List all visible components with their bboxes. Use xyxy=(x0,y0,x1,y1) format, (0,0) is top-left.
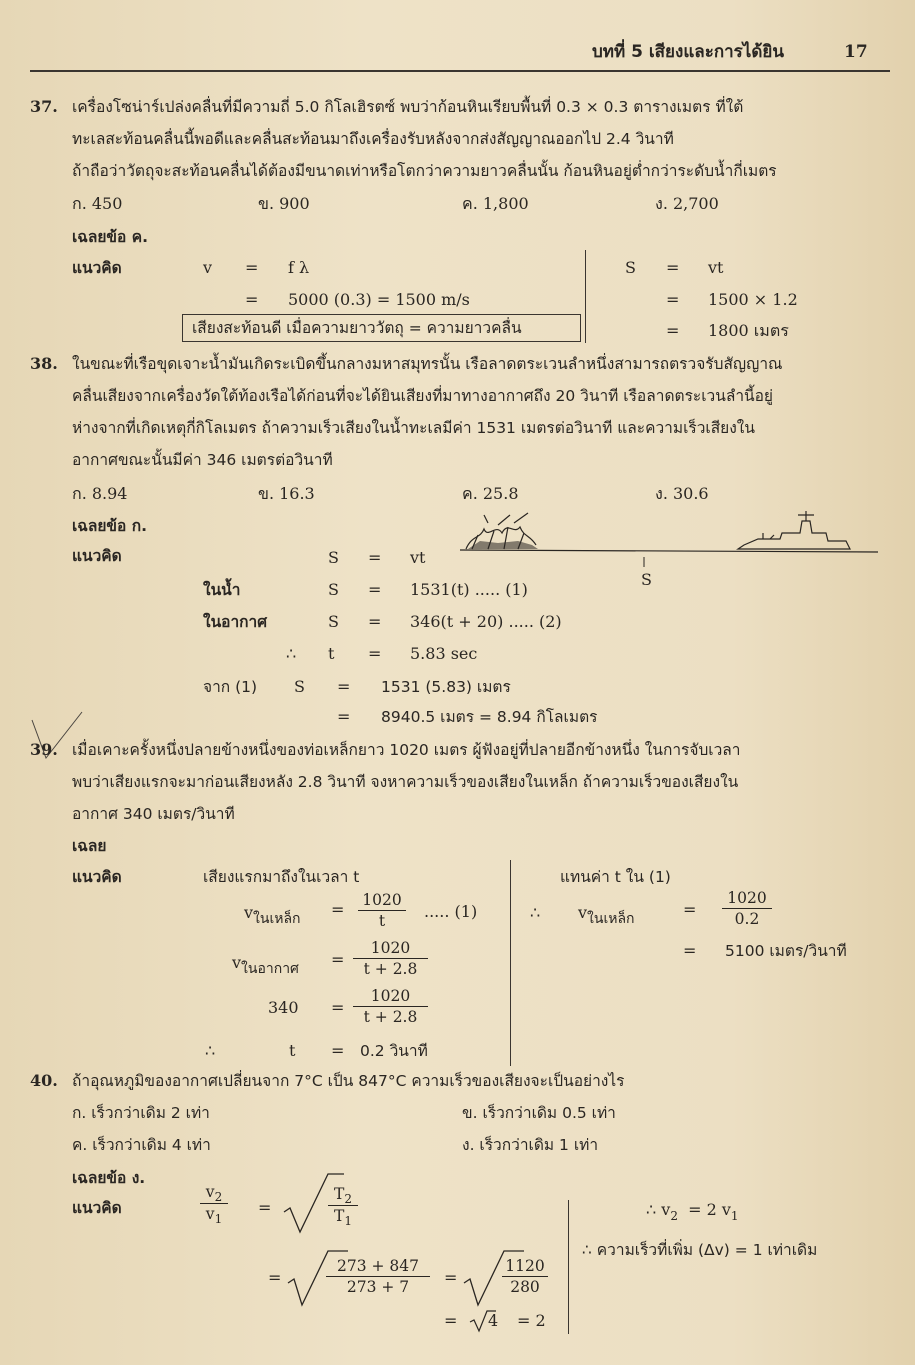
q39-v-steel-2: vในเหล็ก xyxy=(578,903,635,927)
q39-therefore-2: ∴ xyxy=(530,903,541,922)
q38-in-water-label: ในน้ำ xyxy=(203,581,241,599)
q37-eq-flambda: f λ xyxy=(288,258,310,277)
q37-choice-a: ก. 450 xyxy=(72,194,123,213)
q39-line-3: อากาศ 340 เมตร/วินาที xyxy=(72,805,235,823)
ship-explosion-illustration xyxy=(458,505,888,585)
q40-choice-d: ง. เร็วกว่าเดิม 1 เท่า xyxy=(462,1136,599,1154)
q39-340: 340 xyxy=(268,998,299,1017)
q37-distance: 1800 เมตร xyxy=(708,321,789,340)
q39-v-air: vในอากาศ xyxy=(232,953,299,977)
q39-eq-3: = xyxy=(331,998,345,1017)
q38-eq0: = xyxy=(368,548,382,567)
q40-v2-equals-2v1: ∴ $v_2 = 2$ $v_1$ xyxy=(646,1200,739,1223)
q37-answer: เฉลยข้อ ค. xyxy=(72,228,148,246)
q38-therefore: ∴ xyxy=(286,644,297,663)
q39-t: t xyxy=(289,1041,296,1060)
q39-number: 39. xyxy=(30,740,58,759)
q37-eq-result: 5000 (0.3) = 1500 m/s xyxy=(288,290,470,309)
q40-eq-3: = xyxy=(444,1268,458,1287)
q37-product: 1500 × 1.2 xyxy=(708,290,798,309)
q40-eq-2: = xyxy=(268,1268,282,1287)
q37-line-1: เครื่องโซน่าร์เปล่งคลื่นที่มีความถี่ 5.0 กิโลเฮิรตซ์ พบว่าก้อนหินเรียบพื้นที่ 0.3 × 0.3 ตารางเมตร ที่ใต้ xyxy=(72,98,744,116)
q38-eq1: = xyxy=(368,580,382,599)
q39-frac-4: $\frac{1020}{0.2}$ xyxy=(722,888,772,929)
q37-line-2: ทะเลสะท้อนคลื่นนี้พอดีและคลื่นสะท้อนมาถึงเครื่องรับหลังจากส่งสัญญาณออกไป 2.4 วินาที xyxy=(72,130,674,148)
q39-substitute: แทนค่า t ใน (1) xyxy=(560,868,671,886)
q39-t-value: 0.2 วินาที xyxy=(360,1042,428,1060)
q38-s2: S xyxy=(328,612,339,631)
q38-from-1: จาก (1) xyxy=(203,678,258,696)
q38-t: t xyxy=(328,644,335,663)
q40-choice-c: ค. เร็วกว่าเดิม 4 เท่า xyxy=(72,1136,211,1154)
q39-line-1: เมื่อเคาะครั้งหนึ่งปลายข้างหนึ่งของท่อเหล็กยาว 1020 เมตร ผู้ฟังอยู่ที่ปลายอีกข้างหนึ่ง ในการจับเวลา xyxy=(72,741,741,759)
q38-vt: vt xyxy=(410,548,426,567)
q40-question: ถ้าอุณหภูมิของอากาศเปลี่ยนจาก 7°C เป็น 847°C ความเร็วของเสียงจะเป็นอย่างไร xyxy=(72,1072,625,1090)
q38-choice-d: ง. 30.6 xyxy=(655,484,709,503)
q37-eq-sign: = xyxy=(245,258,259,277)
q37-number: 37. xyxy=(30,97,58,116)
q39-first-sound: เสียงแรกมาถึงในเวลา t xyxy=(203,868,360,886)
q37-choice-d: ง. 2,700 xyxy=(655,194,719,213)
q37-s-eq-3: = xyxy=(666,321,680,340)
q39-eq-4: = xyxy=(331,1041,345,1060)
q38-eq-air: 346(t + 20) ..... (2) xyxy=(410,612,562,631)
q40-answer: เฉลยข้อ ง. xyxy=(72,1169,146,1187)
q38-eq-water: 1531(t) ..... (1) xyxy=(410,580,528,599)
q40-choice-a: ก. เร็วกว่าเดิม 2 เท่า xyxy=(72,1104,210,1122)
q40-choice-b: ข. เร็วกว่าเดิม 0.5 เท่า xyxy=(462,1104,616,1122)
q39-eq-tag-1: ..... (1) xyxy=(424,902,478,921)
q37-eq-v: v xyxy=(203,258,213,277)
q37-choice-c: ค. 1,800 xyxy=(462,194,529,213)
header-rule xyxy=(30,70,890,72)
q38-s1: S xyxy=(328,580,339,599)
q37-choice-b: ข. 900 xyxy=(258,194,310,213)
q38-eq4: = xyxy=(337,677,351,696)
q40-divider xyxy=(568,1200,569,1334)
q38-choice-c: ค. 25.8 xyxy=(462,484,519,503)
q40-equals-two: = 2 xyxy=(517,1311,546,1330)
q40-sqrt-four: 4 xyxy=(488,1311,499,1330)
q39-frac-3: $\frac{1020}{t + 2.8}$ xyxy=(353,986,428,1027)
q39-frac-2: $\frac{1020}{t + 2.8}$ xyxy=(353,938,428,979)
q38-eq5: = xyxy=(337,707,351,726)
q38-line-1: ในขณะที่เรือขุดเจาะน้ำมันเกิดระเบิดขึ้นกลางมหาสมุทรนั้น เรือลาดตระเวนลำหนึ่งสามารถตรวจรับสัญญาณ xyxy=(72,355,783,373)
q39-frac-1: $\frac{1020}{t}$ xyxy=(358,890,406,931)
q40-number: 40. xyxy=(30,1071,58,1090)
q38-t-value: 5.83 sec xyxy=(410,644,478,663)
q39-line-2: พบว่าเสียงแรกจะมาก่อนเสียงหลัง 2.8 วินาที จงหาความเร็วของเสียงในเหล็ก ถ้าความเร็วของเสียงใน xyxy=(72,773,739,791)
page-number: 17 xyxy=(844,42,868,62)
ship-distance-label: S xyxy=(641,570,652,589)
q37-vt: vt xyxy=(708,258,724,277)
q38-final-distance: 8940.5 เมตร = 8.94 กิโลเมตร xyxy=(381,708,598,726)
q38-eq2: = xyxy=(368,612,382,631)
q38-number: 38. xyxy=(30,354,58,373)
q37-eq-sign-2: = xyxy=(245,290,259,309)
chapter-title: บทที่ 5 เสียงและการได้ยิน xyxy=(592,42,784,62)
q37-method-label: แนวคิด xyxy=(72,259,122,277)
q38-s4: S xyxy=(294,677,305,696)
q38-line-3: ห่างจากที่เกิดเหตุกี่กิโลเมตร ถ้าความเร็วเสียงในน้ำทะเลมีค่า 1531 เมตรต่อวินาที และความเร็วเสียงใน xyxy=(72,419,755,437)
q38-in-air-label: ในอากาศ xyxy=(203,613,268,631)
q37-s: S xyxy=(625,258,636,277)
q38-s: S xyxy=(328,548,339,567)
q37-condition-text: เสียงสะท้อนดี เมื่อความยาววัตถุ = ความยาวคลื่น xyxy=(192,319,522,337)
q40-temp-ratio: $\frac{T_2}{T_1}$ xyxy=(328,1184,358,1227)
q39-eq-2: = xyxy=(331,950,345,969)
q39-eq-6: = xyxy=(683,941,697,960)
q40-conclusion: ∴ ความเร็วที่เพิ่ม (Δv) = 1 เท่าเดิม xyxy=(582,1241,818,1259)
q37-s-eq-2: = xyxy=(666,290,680,309)
q38-eq3: = xyxy=(368,644,382,663)
q40-eq-4: = xyxy=(444,1311,458,1330)
q37-s-eq: = xyxy=(666,258,680,277)
q38-choice-b: ข. 16.3 xyxy=(258,484,315,503)
q40-kelvin-fraction: $\frac{1120}{280}$ xyxy=(502,1256,548,1297)
q39-answer: เฉลย xyxy=(72,837,107,855)
q40-method-label: แนวคิด xyxy=(72,1199,122,1217)
q39-method-label: แนวคิด xyxy=(72,868,122,886)
q38-answer: เฉลยข้อ ก. xyxy=(72,517,148,535)
q39-therefore: ∴ xyxy=(205,1041,216,1060)
q39-eq-5: = xyxy=(683,900,697,919)
q40-v-ratio: $\frac{v_2}{v_1}$ xyxy=(200,1182,228,1225)
q39-divider xyxy=(510,860,511,1066)
q37-divider xyxy=(585,250,586,343)
q39-eq-1: = xyxy=(331,900,345,919)
q40-temp-sum-fraction: $\frac{273 + 847}{273 + 7}$ xyxy=(326,1256,430,1297)
q38-choice-a: ก. 8.94 xyxy=(72,484,128,503)
q39-speed-result: 5100 เมตร/วินาที xyxy=(725,942,847,960)
q40-eq-1: = xyxy=(258,1198,272,1217)
q37-line-3: ถ้าถือว่าวัตถุจะสะท้อนคลื่นได้ต้องมีขนาดเท่าหรือโตกว่าความยาวคลื่นนั้น ก้อนหินอยู่ต่ำกว่าระดับน้ำกี่เมตร xyxy=(72,162,777,180)
q38-s-product: 1531 (5.83) เมตร xyxy=(381,678,511,696)
q38-line-2: คลื่นเสียงจากเครื่องวัดใต้ท้องเรือได้ก่อนที่จะได้ยินเสียงที่มาทางอากาศถึง 20 วินาที เรือลาดตระเวนลำนี้อยู่ xyxy=(72,387,774,405)
q38-line-4: อากาศขณะนั้นมีค่า 346 เมตรต่อวินาที xyxy=(72,451,333,469)
q39-v-steel: vในเหล็ก xyxy=(244,903,301,927)
q38-method-label: แนวคิด xyxy=(72,547,122,565)
